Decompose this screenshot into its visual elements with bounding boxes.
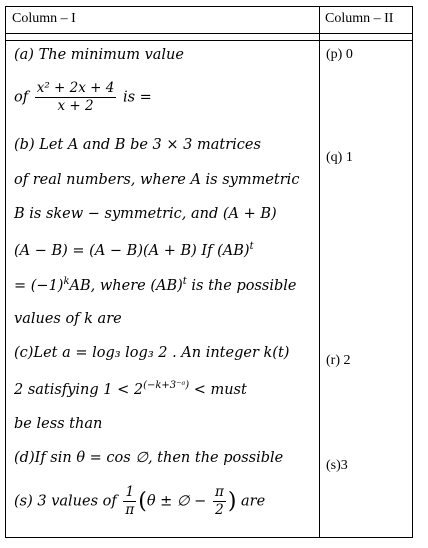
question-d-line-2-a: (s) 3 values of — [14, 493, 117, 510]
question-c-line-2-b: < must — [189, 381, 247, 398]
option-r: (r) 2 — [326, 353, 351, 368]
question-b-line-5-a: = (−1) — [14, 277, 64, 294]
pi-over-two-numerator: π — [214, 484, 224, 500]
exponent-superscript: (−k+3⁻ᵃ) — [143, 380, 190, 391]
question-b-line-5 — [14, 276, 296, 294]
question-c-line-1: (c)Let a = log₃ log₃ 2 . An integer k(t) — [14, 345, 290, 361]
question-d-line-1: (d)If sin θ = cos ∅, then the possible — [14, 450, 284, 466]
transpose-superscript: t — [249, 241, 254, 252]
column-2-header: Column – II — [325, 11, 394, 26]
question-b-line-2: of real numbers, where A is symmetric — [14, 172, 300, 188]
question-c-line-3: be less than — [14, 416, 103, 432]
one-over-pi-fraction — [123, 484, 136, 519]
question-a-line-2 — [14, 80, 152, 115]
open-paren: ( — [138, 489, 147, 514]
question-a-numerator: x² + 2x + 4 — [36, 80, 115, 96]
header-divider-bottom — [6, 40, 412, 41]
question-c-line-2-a: 2 satisfying 1 < 2 — [14, 381, 144, 398]
header-divider-top — [6, 33, 412, 34]
question-a-is: is = — [122, 89, 152, 106]
question-b-line-1: (b) Let A and B be 3 × 3 matrices — [14, 137, 261, 153]
close-paren: ) — [227, 489, 237, 514]
question-d-inner: θ ± ∅ − — [146, 493, 207, 510]
question-a-fraction — [35, 80, 117, 115]
question-a-line-1: (a) The minimum value — [14, 47, 184, 63]
matching-table — [5, 6, 413, 538]
question-b-line-5-b: AB, where (AB) — [69, 277, 183, 294]
column-1-header: Column – I — [12, 11, 76, 26]
option-p: (p) 0 — [326, 47, 353, 62]
k-superscript: k — [63, 276, 70, 287]
pi-over-two-denominator: 2 — [215, 502, 224, 518]
question-d-line-2 — [14, 484, 265, 519]
question-b-line-4 — [14, 241, 254, 259]
option-s: (s)3 — [326, 458, 348, 473]
transpose-superscript-2: t — [182, 276, 187, 287]
question-b-line-5-c: is the possible — [186, 277, 297, 294]
question-c-line-2 — [14, 380, 247, 398]
column-divider — [319, 7, 320, 537]
question-b-line-6: values of k are — [14, 311, 122, 327]
pi-over-two-fraction — [213, 484, 226, 519]
option-q: (q) 1 — [326, 150, 353, 165]
question-a-of: of — [14, 89, 29, 106]
question-b-line-4-text: (A − B) = (A − B)(A + B) If (AB) — [14, 242, 250, 259]
one-over-pi-denominator: π — [125, 502, 135, 518]
one-over-pi-numerator: 1 — [123, 484, 136, 502]
question-d-are: are — [241, 493, 266, 510]
question-b-line-3: B is skew − symmetric, and (A + B) — [14, 206, 277, 222]
question-a-denominator: x + 2 — [57, 98, 94, 114]
